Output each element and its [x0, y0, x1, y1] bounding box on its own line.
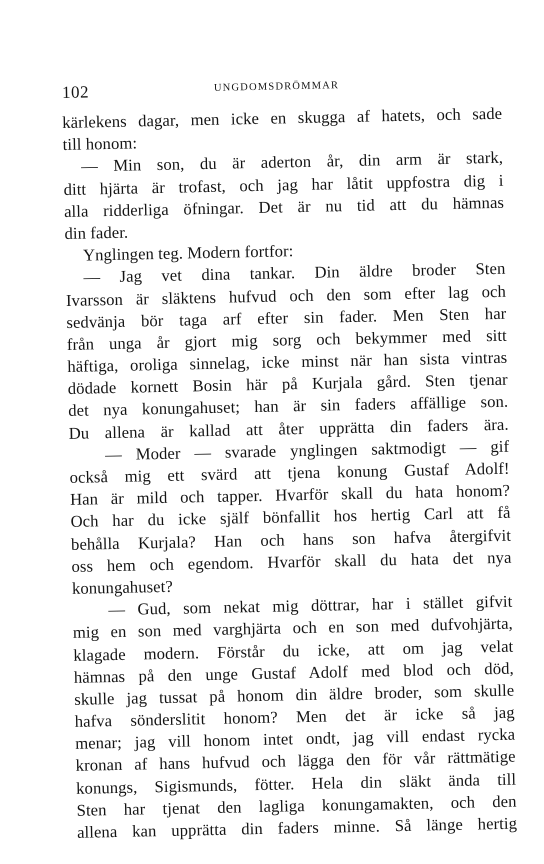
text-line: Sten har tjenat den lagliga konungamakten, och den — [76, 791, 517, 820]
text-line: behålla Kurjala? Han och hans son hafva återgifvit — [70, 525, 512, 554]
text-line: Ynglingen teg. Modern fortfor: — [82, 241, 294, 265]
text-line: mig en son med varghjärta och en son med dufvohjärta, — [72, 613, 514, 643]
text-line: skulle jag tussat på honom din äldre broder, som skulle — [74, 680, 515, 709]
text-line: från unga år gjort mig sorg och bekymmer med sitt — [66, 325, 507, 354]
text-line: — Gud, som nekat mig döttrar, har i stället gifvit — [108, 591, 513, 620]
text-line: Du allena är kallad att åter upprätta din faders ära. — [68, 414, 509, 443]
text-line: — Min son, du är aderton år, din arm är stark, — [80, 148, 504, 176]
text-line: häftiga, oroliga sinnelag, icke minst när han sista vintras — [67, 347, 508, 377]
text-line: menar; jag vill honom intet ondt, jag vill endast rycka — [75, 724, 516, 754]
text-line: klagade modern. Förstår du icke, att om jag velat — [73, 636, 514, 665]
text-line: Ivarsson är släktens hufvud och den som efter lag och — [65, 281, 507, 310]
text-line: hämnas på den unge Gustaf Adolf med blod och död, — [73, 658, 514, 687]
text-line: oss hem och egendom. Hvarför skall du hata det nya — [71, 547, 512, 576]
text-line: alla ridderliga öfningar. Det är nu tid att du hämnas — [63, 192, 505, 221]
body-text — [62, 103, 517, 844]
text-line: konungs, Sigismunds, fötter. Hela din släkt ända till — [75, 769, 517, 798]
text-line: — Jag vet dina tankar. Din äldre broder Sten — [83, 259, 506, 287]
text-line: Han är mild och tapper. Hvarför skall du hata honom? — [69, 480, 511, 510]
text-line: ditt hjärta är trofast, och jag har låtit uppfostra dig i — [63, 170, 504, 199]
text-line: också mig ett svärd att tjena konung Gustaf Adolf! — [69, 458, 510, 487]
text-line: — Moder — svarade ynglingen saktmodigt — gif — [104, 436, 510, 464]
text-line: det nya konungahuset; han är sin faders affällige son. — [68, 392, 509, 421]
text-line: allena kan upprätta din faders minne. Så länge hertig — [76, 813, 518, 842]
running-title: UNGDOMSDRÖMMAR — [213, 80, 340, 94]
text-line: hafva sönderslitit honom? Men det är icke så jag — [74, 702, 515, 731]
running-head — [62, 74, 502, 105]
text-line: konungahuset? — [71, 576, 173, 598]
text-line: till honom: — [62, 133, 138, 155]
text-line: din fader. — [64, 222, 129, 243]
text-line: Och har du icke själf bönfallit hos hertig Carl att få — [70, 503, 511, 532]
text-line: dödade kornett Bosin här på Kurjala gård. Sten tjenar — [67, 369, 508, 399]
text-line: kärlekens dagar, men icke en skugga af hatets, och sade — [62, 103, 503, 132]
text-line: kronan af hans hufvud och lägga den för vår rättmätige — [75, 747, 516, 776]
page-number: 102 — [61, 82, 90, 102]
text-line: sedvänja bör taga arf efter sin fader. Men Sten har — [66, 303, 507, 332]
